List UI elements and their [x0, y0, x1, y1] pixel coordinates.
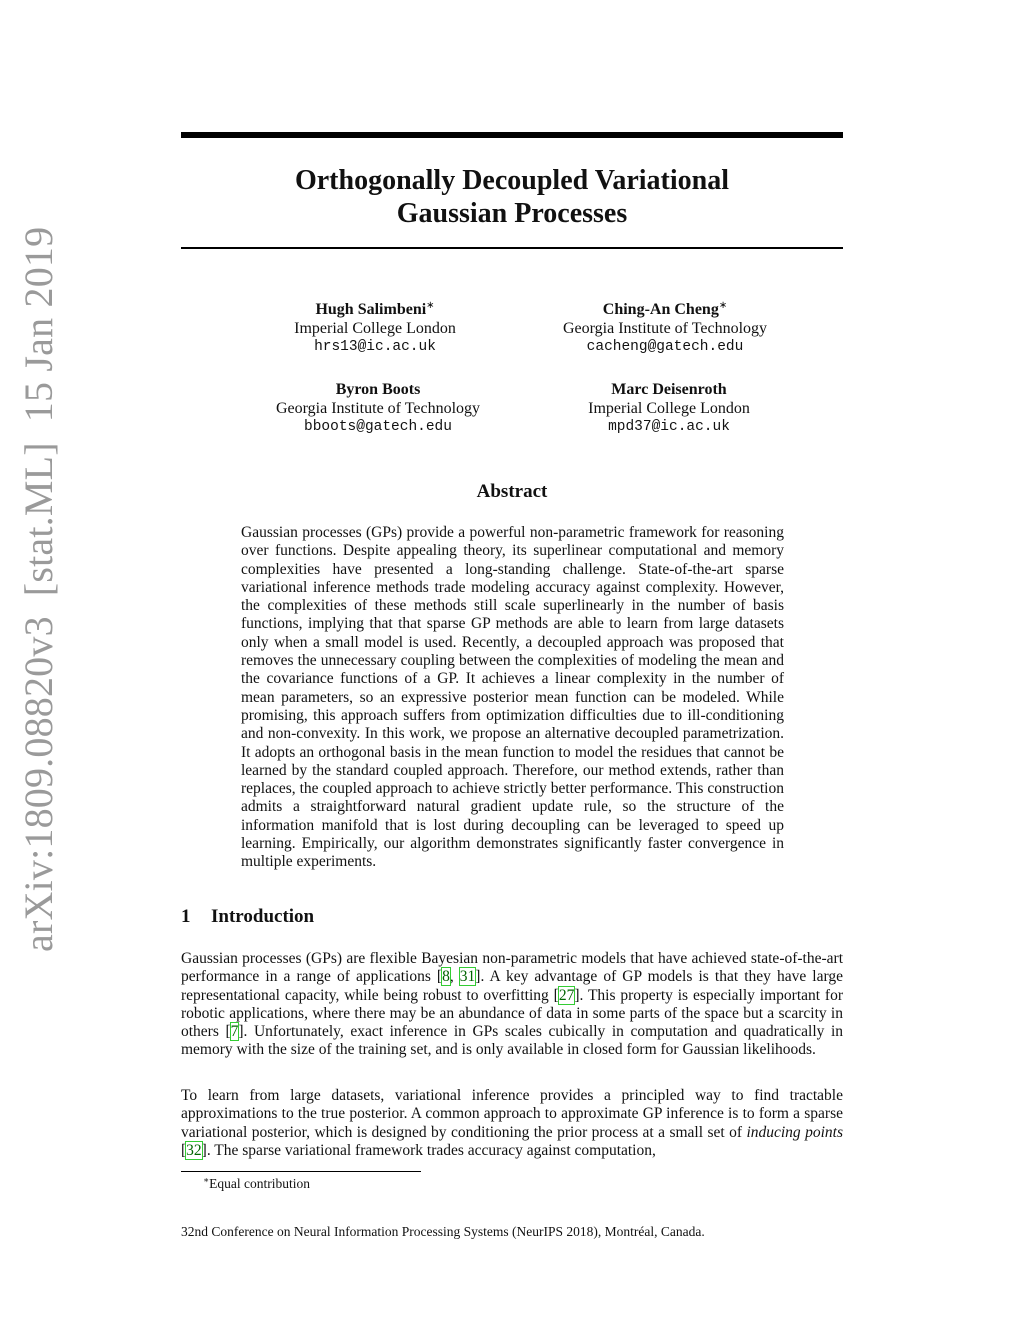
arxiv-category: [stat.ML]	[16, 442, 61, 597]
section-number: 1	[181, 906, 191, 927]
citation-link[interactable]: 8	[442, 968, 450, 986]
author-affiliation: Imperial College London	[588, 400, 750, 417]
section-title: Introduction	[211, 906, 315, 927]
citation-link[interactable]: 31	[459, 968, 476, 986]
intro-paragraph-2: To learn from large datasets, variational inference provides a principled way to find tractable approximations to the true posterior. A common approach to approximate GP inference is to form a sparse variational posterior, which is designed by conditioning the prior process at a small set of inducing points [32]. The sparse variational framework trades accuracy against computation,	[181, 1087, 843, 1159]
paper-title	[181, 164, 843, 230]
conference-note: 32nd Conference on Neural Information Processing Systems (NeurIPS 2018), Montréal, Canada.	[181, 1224, 705, 1239]
author-name: Ching-An Cheng∗	[602, 300, 728, 318]
citation-link[interactable]: 7	[230, 1023, 239, 1041]
author-email[interactable]: cacheng@gatech.edu	[586, 339, 744, 355]
title-line-1: Orthogonally Decoupled Variational	[294, 165, 730, 196]
author-block	[519, 380, 819, 437]
abstract-heading: Abstract	[476, 481, 548, 502]
author-name: Hugh Salimbeni∗	[315, 300, 435, 318]
arxiv-date: 15 Jan 2019	[16, 226, 61, 423]
author-email[interactable]: hrs13@ic.ac.uk	[314, 339, 436, 355]
section-heading	[181, 906, 314, 928]
title-line-2: Gaussian Processes	[396, 198, 628, 229]
author-email[interactable]: mpd37@ic.ac.uk	[608, 419, 730, 435]
title-top-rule	[181, 132, 843, 138]
footnote: ∗Equal contribution	[203, 1175, 310, 1191]
author-block	[228, 380, 528, 437]
author-block	[515, 296, 815, 357]
author-affiliation: Georgia Institute of Technology	[562, 320, 768, 337]
arxiv-identifier	[14, 226, 64, 952]
author-block	[225, 296, 525, 357]
author-affiliation: Imperial College London	[294, 320, 456, 337]
author-email[interactable]: bboots@gatech.edu	[304, 419, 452, 435]
author-affiliation: Georgia Institute of Technology	[275, 400, 481, 417]
arxiv-id: arXiv:1809.08820v3	[16, 616, 61, 952]
abstract-text: Gaussian processes (GPs) provide a powerful non-parametric framework for reasoning over functions. Despite appealing theory, its superlinear computational and memory complexities have presented a long-standing challenge. State-of-the-art sparse variational inference methods trade modeling accuracy against complexity. However, the complexities of these methods still scale superlinearly in the number of basis functions, implying that that sparse GP methods are able to learn from large datasets only when a small model is used. Recently, a decoupled approach was proposed that removes the unnecessary coupling between the complexities of modeling the mean and the covariance functions of a GP. It achieves a linear complexity in the number of mean parameters, so an expressive posterior mean function can be modeled. While promising, this approach suffers from optimization difficulties due to ill-conditioning and non-convexity. In this work, we propose an alternative decoupled parametrization. It adopts an orthogonal basis in the mean function to model the residues that cannot be learned by the standard coupled approach. Therefore, our method extends, rather than replaces, the coupled approach to achieve strictly better performance. This construction admits a straightforward natural gradient update rule, so the structure of the information manifold that is lost during decoupling can be leveraged to speed up learning. Empirically, our algorithm demonstrates significantly faster convergence in multiple experiments.	[241, 524, 784, 871]
intro-paragraph-1: Gaussian processes (GPs) are flexible Bayesian non-parametric models that have achieved state-of-the-art performance in a range of applications [8, 31]. A key advantage of GP models is that they have large representational capacity, while being robust to overfitting [27]. This property is especially important for robotic applications, where there may be an abundance of data in some parts of the space but a scarcity in others [7]. Unfortunately, exact inference in GPs scales cubically in computation and quadratically in memory with the size of the training set, and is only available in closed form for Gaussian likelihoods.	[181, 950, 844, 1059]
footnote-rule	[181, 1171, 421, 1172]
author-name: Marc Deisenroth	[611, 381, 727, 398]
title-bottom-rule	[181, 247, 843, 249]
author-name: Byron Boots	[335, 381, 421, 398]
citation-link[interactable]: 27	[558, 986, 575, 1004]
citation-link[interactable]: 32	[186, 1141, 202, 1159]
